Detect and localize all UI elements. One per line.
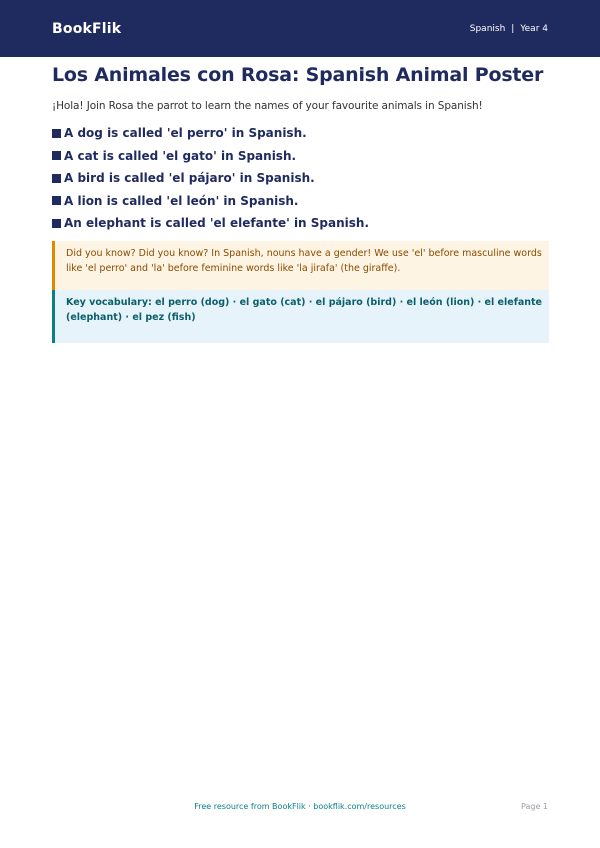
fact-text: A lion is called 'el león' in Spanish.	[64, 193, 299, 208]
square-bullet-icon	[52, 129, 61, 138]
square-bullet-icon	[52, 151, 61, 160]
intro-text: ¡Hola! Join Rosa the parrot to learn the names of your favourite animals in Spanish!	[52, 100, 483, 112]
fact-text: A cat is called 'el gato' in Spanish.	[64, 148, 297, 163]
list-item	[52, 145, 369, 168]
year-label: Year 4	[520, 23, 548, 34]
meta-separator: |	[511, 23, 515, 34]
page-footer	[0, 802, 600, 816]
square-bullet-icon	[52, 196, 61, 205]
subject-label: Spanish	[469, 23, 506, 34]
fact-text: A bird is called 'el pájaro' in Spanish.	[64, 171, 315, 186]
fact-text: A dog is called 'el perro' in Spanish.	[64, 126, 307, 141]
key-vocabulary-box: Key vocabulary: el perro (dog) · el gato (cat) · el pájaro (bird) · el león (lion) · el elefante (elephant) · el pez (fish)	[52, 290, 549, 343]
header-meta	[470, 24, 548, 34]
brand-logo[interactable]: BookFlik	[52, 20, 122, 37]
fact-text: An elephant is called 'el elefante' in Spanish.	[64, 216, 370, 231]
list-item	[52, 212, 369, 235]
page-title: Los Animales con Rosa: Spanish Animal Poster	[52, 64, 544, 86]
did-you-know-callout: Did you know? Did you know? In Spanish, nouns have a gender! We use 'el' before masculine words like 'el perro' and 'la' before feminine words like 'la jirafa' (the giraffe).	[52, 241, 549, 290]
square-bullet-icon	[52, 174, 61, 183]
square-bullet-icon	[52, 219, 61, 228]
list-item	[52, 167, 369, 190]
list-item	[52, 122, 369, 145]
fact-list	[52, 122, 369, 235]
page-number: Page 1	[521, 802, 548, 811]
site-header	[0, 0, 600, 57]
list-item	[52, 190, 369, 213]
footer-credit-link[interactable]: Free resource from BookFlik · bookflik.com/resources	[194, 802, 406, 811]
